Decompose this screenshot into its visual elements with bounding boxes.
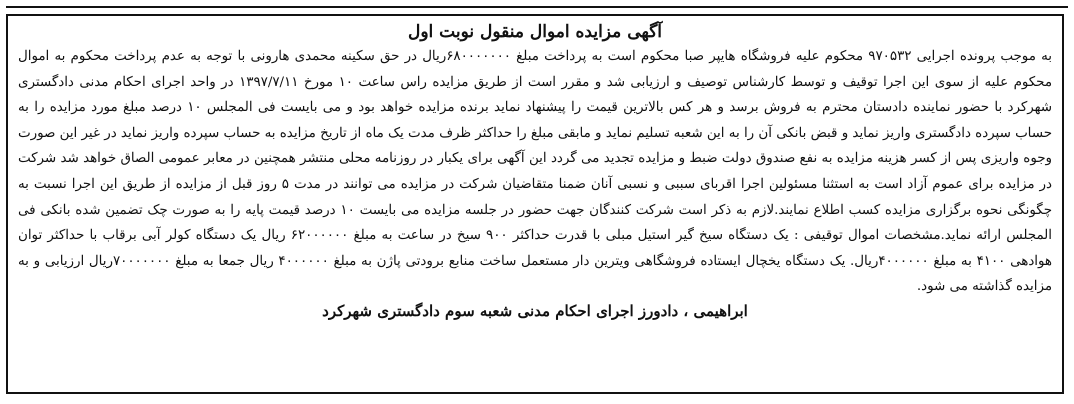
notice-title: آگهی مزایده اموال منقول نوبت اول	[407, 22, 663, 42]
top-border-rule	[6, 0, 1068, 8]
auction-notice-frame	[6, 14, 1064, 394]
notice-signature: ابراهیمی ، دادورز اجرای احکام مدنی شعبه سوم دادگستری شهرکرد	[322, 301, 748, 320]
notice-body-text: به موجب پرونده اجرایی ۹۷۰۵۳۲ محکوم علیه فروشگاه هایپر صبا محکوم است به پرداخت مبلغ ۶۸۰۰۰۰۰۰۰ریال در حق سکینه محمدی هارونی با توجه به عدم پرداخت محکوم به اموال محکوم علیه از سوی این اجرا توقیف و توسط کارشناس توصیف و ارزیابی شد و مقرر است از طریق مزایده راس ساعت ۱۰ مورخ ۱۳۹۷/۷/۱۱ در واحد اجرای احکام مدنی دادگستری شهرکرد با حضور نماینده دادستان محترم به فروش برسد و هر کس بالاترین قیمت را پیشنهاد نماید برنده مزایده خواهد بود و می بایست فی المجلس ۱۰ درصد مبلغ مورد مزایده را به حساب سپرده دادگستری واریز نماید و قبض بانکی آن را به این شعبه تسلیم نماید و مابقی مبلغ را حداکثر ظرف مدت یک ماه از تاریخ مزایده به حساب سپرده واریز نماید در غیر این صورت وجوه واریزی پس از کسر هزینه مزایده به نفع صندوق دولت ضبط و مزایده تجدید می گردد این آگهی برای یکبار در روزنامه محلی منتشر همچنین در معابر عمومی الصاق خواهد شد شرکت در مزایده برای عموم آزاد است به استثنا مسئولین اجرا اقربای سببی و نسبی آنان ضمنا متقاضیان شرکت در مزایده می توانند در مدت ۵ روز قبل از مزایده از طریق این اجرا نسبت به چگونگی نحوه برگزاری مزایده کسب اطلاع نمایند.لازم به ذکر است شرکت کنندگان جهت حضور در جلسه مزایده می بایست ۱۰ درصد قیمت پایه را به صورت چک تضمین شده بانکی فی المجلس ارائه نماید.مشخصات اموال توقیفی : یک دستگاه سیخ گیر استیل مبلی با قدرت حداکثر ۹۰۰ سیخ در ساعت به مبلغ ۶۲۰۰۰۰۰۰ ریال یک دستگاه کولر آبی برقاب با حداکثر توان هوادهی ۴۱۰۰ به مبلغ ۴۰۰۰۰۰۰ریال. یک دستگاه یخچال ایستاده فروشگاهی ویترین دار مستعمل ساخت منابع برودتی پاژن به مبلغ ۴۰۰۰۰۰۰ ریال جمعا به مبلغ ۷۰۰۰۰۰۰۰ریال ارزیابی و به مزایده گذاشته می شود.	[18, 49, 1052, 295]
